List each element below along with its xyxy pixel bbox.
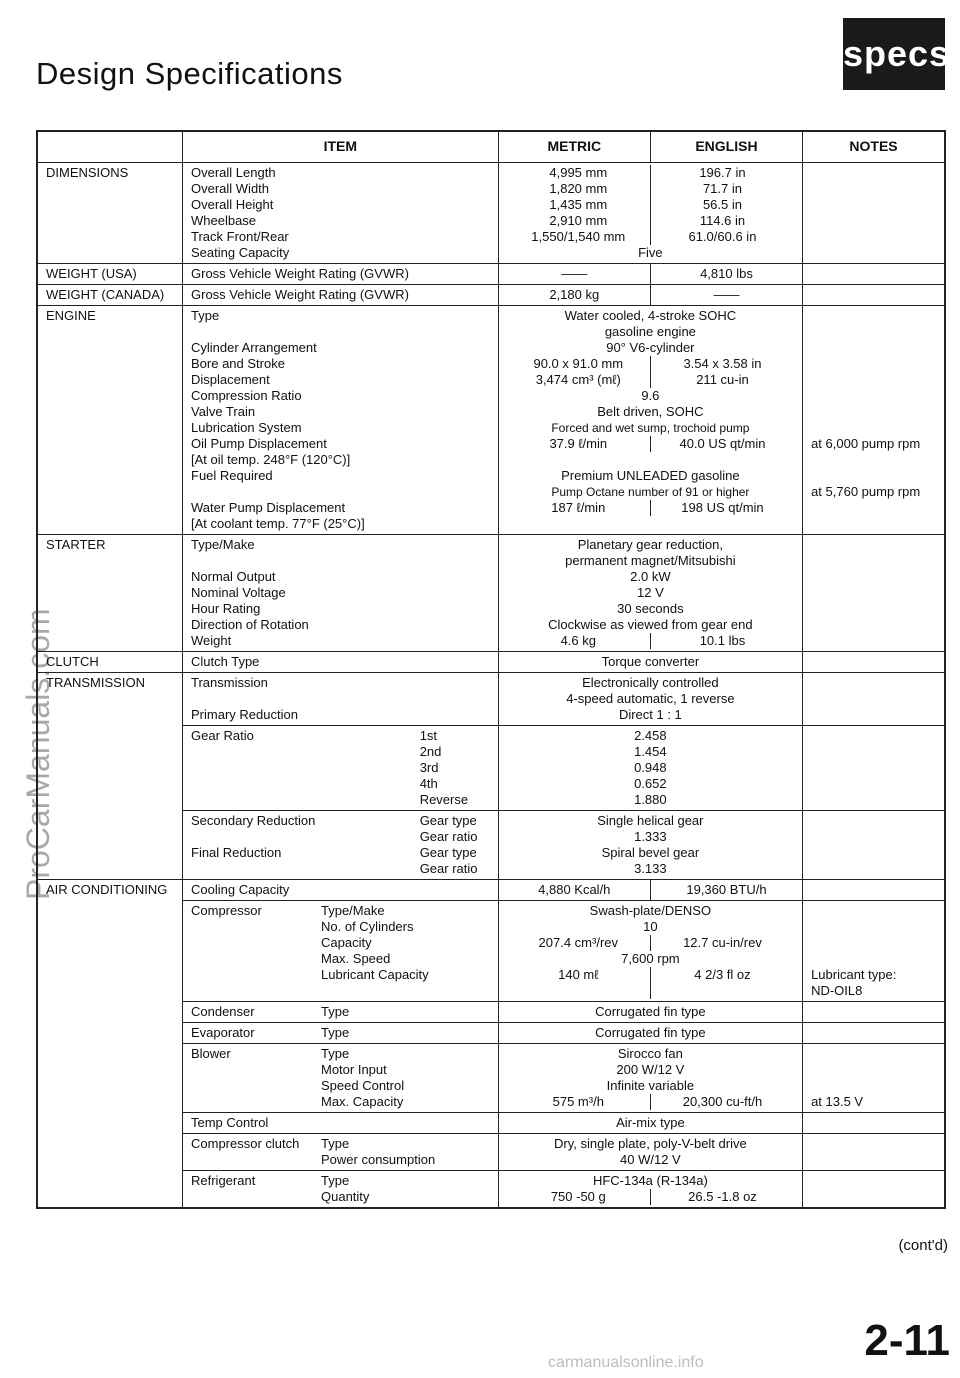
header-row: [37, 131, 945, 163]
item-label: Direction of Rotation: [191, 617, 309, 632]
table-row: [37, 652, 945, 673]
item-cell: [183, 1134, 499, 1171]
notes-cell: [803, 726, 945, 811]
item-cell: [183, 163, 499, 264]
item-cell: [183, 1171, 499, 1209]
gear-label: 4th: [419, 776, 438, 791]
value-line: Corrugated fin type: [498, 1002, 802, 1023]
side-watermark: ProCarManuals.com: [20, 608, 56, 900]
notes-cell: [803, 1023, 945, 1044]
sub-label: Type: [321, 1046, 350, 1061]
english-value: 211 cu-in: [696, 372, 749, 387]
notes-cell: [803, 1134, 945, 1171]
value-line: 200 W/12 V: [616, 1062, 685, 1077]
value-line: permanent magnet/Mitsubishi: [565, 553, 736, 568]
item-label: Nominal Voltage: [191, 585, 286, 600]
value-cell: [498, 726, 802, 811]
note-text: ND-OIL8: [811, 983, 863, 998]
value-line: 4-speed automatic, 1 reverse: [566, 691, 735, 706]
item-label: [191, 484, 490, 500]
english-value: 71.7 in: [702, 181, 742, 196]
notes-cell: [803, 264, 945, 285]
gear-label: 2nd: [419, 744, 442, 759]
page-title: Design Specifications: [36, 56, 343, 91]
header-category: [37, 131, 183, 163]
value-line: Infinite variable: [606, 1078, 695, 1093]
value-cell: [498, 811, 802, 880]
value-cell: [498, 163, 802, 264]
category-dimensions: DIMENSIONS: [37, 163, 183, 264]
metric-value: 90.0 x 91.0 mm: [533, 356, 624, 371]
english-value: 114.6 in: [699, 213, 746, 228]
item-label: Compressor clutch: [191, 1136, 300, 1151]
item-label: [191, 829, 420, 845]
value-line: Water cooled, 4-stroke SOHC: [564, 308, 737, 323]
item-label: Overall Length: [191, 165, 276, 180]
metric-value: 750 -50 g: [550, 1189, 606, 1204]
value-line: HFC-134a (R-134a): [592, 1173, 708, 1188]
sub-label: Type/Make: [321, 903, 385, 918]
item-label: Evaporator: [191, 1025, 255, 1040]
item-label: Type: [191, 308, 220, 323]
item-label: Final Reduction: [191, 845, 282, 860]
value-line: 1.333: [634, 829, 667, 844]
metric-value: ——: [498, 264, 650, 285]
notes-cell: [803, 652, 945, 673]
notes-cell: [803, 1113, 945, 1134]
metric-value: 187 ℓ/min: [551, 500, 606, 515]
item-label: Blower: [191, 1046, 231, 1061]
item-label: Weight: [191, 633, 232, 648]
gear-label: Reverse: [419, 792, 469, 807]
item-label: [At coolant temp. 77°F (25°C)]: [191, 516, 365, 531]
item-label: Condenser: [191, 1004, 255, 1019]
english-value: 12.7 cu-in/rev: [683, 935, 762, 950]
metric-value: 3,474 cm³ (mℓ): [535, 372, 621, 387]
value-line: 10: [643, 919, 658, 934]
value-line: Spiral bevel gear: [601, 845, 700, 860]
sub-label: Gear type: [419, 845, 477, 860]
metric-value: 207.4 cm³/rev: [538, 935, 619, 950]
sub-label: Type: [321, 1025, 350, 1040]
item-cell: [183, 811, 499, 880]
sub-label: Gear type: [419, 813, 477, 828]
metric-value: 37.9 ℓ/min: [549, 436, 608, 451]
sub-label: Type: [321, 1004, 350, 1019]
value-line: Corrugated fin type: [498, 1023, 802, 1044]
gear-label: 3rd: [419, 760, 439, 775]
value-line: 7,600 rpm: [621, 951, 680, 966]
ratio-value: 0.948: [634, 760, 667, 775]
value-line: Electronically controlled: [582, 675, 719, 690]
item-label: Seating Capacity: [191, 245, 290, 260]
item-label: Secondary Reduction: [191, 813, 316, 828]
sub-label: No. of Cylinders: [321, 919, 414, 934]
english-value: 4,810 lbs: [650, 264, 802, 285]
value-line: Direct 1 : 1: [618, 707, 682, 722]
item-cell: [183, 673, 499, 726]
category-engine: ENGINE: [37, 306, 183, 535]
value-cell: [498, 901, 802, 1002]
item-label: [191, 691, 490, 707]
notes-cell: [803, 811, 945, 880]
english-value: 4 2/3 fl oz: [694, 967, 751, 982]
section-badge: specs: [843, 18, 945, 90]
item-label: Compressor: [191, 903, 262, 918]
sub-label: Max. Speed: [321, 951, 391, 966]
header-metric: METRIC: [498, 131, 650, 163]
item-label: Displacement: [191, 372, 270, 387]
english-value: 40.0 US qt/min: [679, 436, 766, 451]
notes-cell: [803, 535, 945, 652]
item-cell: [183, 535, 499, 652]
value-line: 9.6: [641, 388, 660, 403]
value-line: Premium UNLEADED gasoline: [561, 468, 740, 483]
ratio-value: 2.458: [634, 728, 667, 743]
value-line: Belt driven, SOHC: [597, 404, 704, 419]
sub-label: Lubricant Capacity: [321, 967, 429, 982]
table-row: [37, 535, 945, 652]
metric-value: 140 mℓ: [558, 967, 599, 982]
notes-cell: [803, 285, 945, 306]
table-row: [37, 285, 945, 306]
item-cell: [183, 901, 499, 1002]
table-row: [37, 264, 945, 285]
value-cell: [498, 1134, 802, 1171]
category-clutch: CLUTCH: [37, 652, 183, 673]
header-item: ITEM: [183, 131, 499, 163]
item-label: Fuel Required: [191, 468, 273, 483]
sub-label: Type: [321, 1136, 350, 1151]
item-cell: [183, 1044, 499, 1113]
notes-cell: [803, 880, 945, 901]
metric-value: 1,820 mm: [549, 181, 608, 196]
value-line: 90° V6-cylinder: [606, 340, 695, 355]
item-label: Overall Width: [191, 181, 270, 196]
english-value: 196.7 in: [699, 165, 746, 180]
metric-value: 1,435 mm: [549, 197, 608, 212]
note-text: at 13.5 V: [811, 1094, 864, 1109]
table-row: [37, 673, 945, 726]
note-text: Lubricant type:: [811, 967, 897, 982]
category-weight-usa: WEIGHT (USA): [37, 264, 183, 285]
english-value: 26.5 -1.8 oz: [688, 1189, 757, 1204]
ratio-value: 1.880: [634, 792, 667, 807]
gear-label: 1st: [419, 728, 438, 743]
item-cell: [183, 1002, 499, 1023]
note-text: at 5,760 pump rpm: [811, 484, 921, 499]
value-line: gasoline engine: [604, 324, 696, 339]
sub-label: Motor Input: [321, 1062, 387, 1077]
value-cell: [498, 306, 802, 535]
item-label: [191, 324, 490, 340]
value-line: Sirocco fan: [617, 1046, 683, 1061]
sub-label: Gear ratio: [419, 861, 478, 876]
category-transmission: TRANSMISSION: [37, 673, 183, 880]
value-line: 30 seconds: [617, 601, 684, 616]
value-line: Planetary gear reduction,: [577, 537, 723, 552]
header-notes: NOTES: [803, 131, 945, 163]
item-label: Overall Height: [191, 197, 274, 212]
item-label: Transmission: [191, 675, 268, 690]
english-value: 3.54 x 3.58 in: [683, 356, 762, 371]
value-line: Torque converter: [498, 652, 802, 673]
metric-value: 4,995 mm: [549, 165, 608, 180]
seating-value: Five: [638, 245, 663, 260]
value-line: Air-mix type: [498, 1113, 802, 1134]
item-cell: [183, 306, 499, 535]
item-cell: [183, 726, 499, 811]
item-label: Primary Reduction: [191, 707, 298, 722]
value-line: Pump Octane number of 91 or higher: [551, 485, 750, 499]
item-label: Clutch Type: [183, 652, 499, 673]
metric-value: 575 m³/h: [552, 1094, 604, 1109]
value-line: 3.133: [634, 861, 667, 876]
value-line: [507, 452, 794, 468]
value-line: Swash-plate/DENSO: [589, 903, 712, 918]
page-number: 2-11: [864, 1316, 950, 1365]
note-text: at 6,000 pump rpm: [811, 436, 921, 451]
value-line: 12 V: [637, 585, 664, 600]
item-cell: [183, 1023, 499, 1044]
english-value: 10.1 lbs: [699, 633, 746, 648]
ratio-value: 1.454: [634, 744, 667, 759]
value-line: Single helical gear: [597, 813, 704, 828]
table-row: [37, 880, 945, 901]
notes-cell: [803, 1171, 945, 1209]
metric-value: 4,880 Kcal/h: [498, 880, 650, 901]
item-label: Cylinder Arrangement: [191, 340, 317, 355]
english-value: 198 US qt/min: [681, 500, 764, 515]
table-row: [37, 163, 945, 264]
value-line: 2.0 kW: [630, 569, 671, 584]
item-label: Refrigerant: [191, 1173, 256, 1188]
item-label: Gross Vehicle Weight Rating (GVWR): [183, 285, 499, 306]
sub-label: Max. Capacity: [321, 1094, 404, 1109]
sub-label: Gear ratio: [419, 829, 478, 844]
sub-label: Power consumption: [321, 1152, 436, 1167]
metric-value: 4.6 kg: [560, 633, 596, 648]
continued-label: (cont'd): [898, 1237, 948, 1254]
item-label: Bore and Stroke: [191, 356, 285, 371]
value-cell: [498, 673, 802, 726]
notes-cell: [803, 1044, 945, 1113]
ratio-value: 0.652: [634, 776, 667, 791]
bottom-watermark: carmanualsonline.info: [548, 1354, 704, 1371]
metric-value: 2,910 mm: [549, 213, 608, 228]
english-value: 20,300 cu-ft/h: [682, 1094, 763, 1109]
item-label: Normal Output: [191, 569, 276, 584]
value-cell: [498, 1044, 802, 1113]
metric-value: 2,180 kg: [498, 285, 650, 306]
item-label: Wheelbase: [191, 213, 257, 228]
value-line: 40 W/12 V: [620, 1152, 681, 1167]
header-english: ENGLISH: [650, 131, 802, 163]
item-label: Track Front/Rear: [191, 229, 289, 244]
sub-label: Speed Control: [321, 1078, 405, 1093]
item-label: [191, 553, 490, 569]
notes-cell: [803, 1002, 945, 1023]
item-label: Temp Control: [183, 1113, 499, 1134]
sub-label: Quantity: [321, 1189, 370, 1204]
item-label: Cooling Capacity: [183, 880, 499, 901]
item-label: Gross Vehicle Weight Rating (GVWR): [183, 264, 499, 285]
item-label: Lubrication System: [191, 420, 302, 435]
metric-value: 1,550/1,540 mm: [531, 229, 626, 244]
value-line: Forced and wet sump, trochoid pump: [551, 421, 750, 435]
item-label: Water Pump Displacement: [191, 500, 346, 515]
notes-cell: [803, 163, 945, 264]
item-label: [At oil temp. 248°F (120°C)]: [191, 452, 351, 467]
value-cell: [498, 535, 802, 652]
category-starter: STARTER: [37, 535, 183, 652]
category-air-conditioning: AIR CONDITIONING: [37, 880, 183, 1209]
notes-cell: [803, 673, 945, 726]
item-label: Hour Rating: [191, 601, 261, 616]
sub-label: Type: [321, 1173, 350, 1188]
value-line: Dry, single plate, poly-V-belt drive: [554, 1136, 747, 1151]
item-label: Type/Make: [191, 537, 255, 552]
value-line: Clockwise as viewed from gear end: [548, 617, 753, 632]
item-label: Gear Ratio: [191, 728, 254, 743]
item-label: Valve Train: [191, 404, 256, 419]
value-cell: [498, 1171, 802, 1209]
english-value: 61.0/60.6 in: [688, 229, 757, 244]
english-value: 19,360 BTU/h: [650, 880, 802, 901]
english-value: 56.5 in: [702, 197, 742, 212]
item-label: Compression Ratio: [191, 388, 302, 403]
notes-cell: [803, 901, 945, 1002]
sub-label: Capacity: [321, 935, 372, 950]
item-label: Oil Pump Displacement: [191, 436, 327, 451]
notes-cell: [803, 306, 945, 535]
spec-table: [36, 130, 946, 1209]
english-value: ——: [650, 285, 802, 306]
table-row: [37, 306, 945, 535]
category-weight-canada: WEIGHT (CANADA): [37, 285, 183, 306]
